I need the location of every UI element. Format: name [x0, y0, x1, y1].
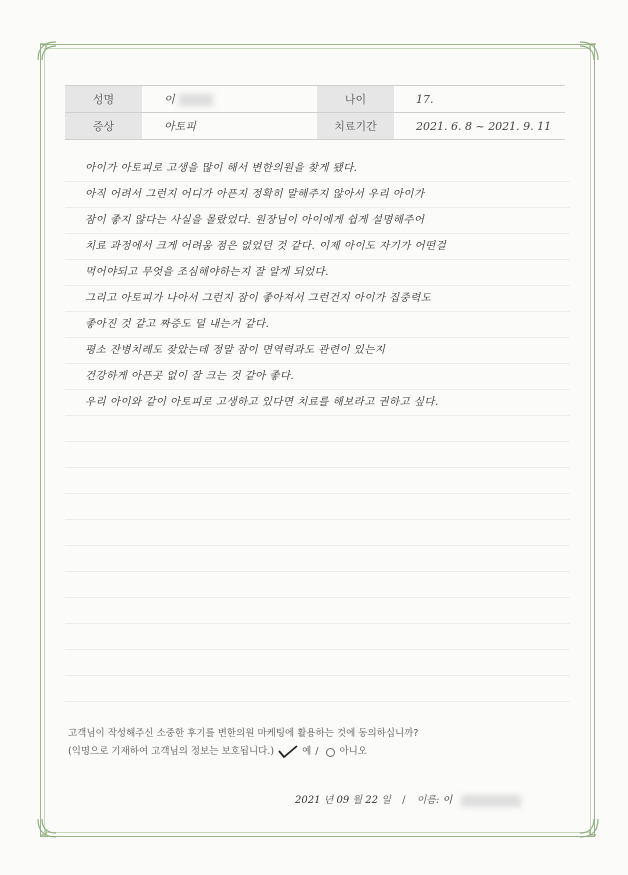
- review-line: [65, 650, 570, 676]
- sign-name-label: 이름:: [416, 795, 440, 806]
- name-redaction: [179, 94, 213, 106]
- corner-ornament-icon: [578, 40, 600, 62]
- review-line: [65, 182, 570, 208]
- consent-question: 고객님이 작성해주신 소중한 후기를 변한의원 마케팅에 활용하는 것에 동의하십니까?: [68, 728, 419, 739]
- consent-section: [68, 725, 418, 761]
- review-line: [65, 390, 570, 416]
- symptom-value: 아토피: [142, 113, 317, 140]
- name-value: [142, 86, 317, 113]
- day-unit: 일: [381, 795, 391, 806]
- review-line: [65, 598, 570, 624]
- review-line-text: 잠이 좋지 않다는 사실을 몰랐었다. 원장님이 아이에게 쉽게 설명해주어: [85, 214, 425, 226]
- treatment-period-label: 치료기간: [317, 113, 394, 140]
- review-line-text: 건강하게 아픈곳 없이 잘 크는 것 같아 좋다.: [85, 370, 295, 382]
- corner-ornament-icon: [578, 817, 600, 839]
- review-line: [65, 312, 570, 338]
- age-label: 나이: [317, 86, 394, 113]
- review-line: [65, 364, 570, 390]
- corner-ornament-icon: [36, 817, 58, 839]
- name-label: 성명: [65, 86, 142, 113]
- review-line: [65, 624, 570, 650]
- symptom-label: 증상: [65, 113, 142, 140]
- review-line-text: 아이가 아토피로 고생을 많이 해서 변한의원을 찾게 됐다.: [85, 162, 358, 174]
- review-line: [65, 546, 570, 572]
- corner-ornament-icon: [36, 40, 58, 62]
- review-line: [65, 442, 570, 468]
- review-line-text: 평소 잔병치레도 잦았는데 정말 잠이 면역력과도 관련이 있는지: [85, 344, 386, 356]
- signature-redaction: [461, 795, 521, 807]
- name-text: 이: [164, 93, 175, 106]
- sign-month: 09: [336, 795, 350, 806]
- review-line-text: 먹어야되고 무엇을 조심해야하는지 잘 알게 되었다.: [85, 266, 329, 278]
- review-line-text: 치료 과정에서 크게 어려움 점은 없었던 것 같다. 이제 아이도 자기가 어떤걸: [85, 240, 447, 252]
- signature-line: [295, 791, 521, 807]
- info-row: [65, 113, 565, 140]
- year-unit: 년: [323, 795, 334, 806]
- review-line: [65, 338, 570, 364]
- review-line: [65, 286, 570, 312]
- review-line: [65, 676, 570, 702]
- checkmark-icon[interactable]: [278, 745, 298, 759]
- consent-options: [68, 743, 418, 761]
- sign-name-value: 이: [442, 795, 453, 806]
- treatment-period-value: 2021. 6. 8 ~ 2021. 9. 11: [394, 113, 565, 140]
- review-line: [65, 156, 570, 182]
- review-line: [65, 416, 570, 442]
- sign-day: 22: [365, 795, 379, 806]
- review-line: [65, 520, 570, 546]
- sign-year: 2021: [295, 795, 321, 806]
- consent-note: (익명으로 기재하여 고객님의 정보는 보호됩니다.): [68, 746, 275, 757]
- review-line-text: 아직 어려서 그런지 어디가 아픈지 정확히 말해주지 않아서 우리 아이가: [85, 188, 425, 200]
- age-value: 17.: [394, 86, 565, 113]
- review-line: [65, 260, 570, 286]
- review-line-text: 좋아진 것 같고 짜증도 덜 내는거 같다.: [85, 318, 270, 330]
- review-line: [65, 572, 570, 598]
- review-line: [65, 468, 570, 494]
- consent-yes-label[interactable]: 예: [302, 746, 312, 757]
- consent-no-label[interactable]: 아니오: [339, 746, 367, 757]
- review-line-text: 그리고 아토피가 나아서 그런지 잠이 좋아져서 그런건지 아이가 집중력도: [85, 292, 432, 304]
- review-line: [65, 208, 570, 234]
- separator: /: [402, 795, 406, 806]
- review-line-text: 우리 아이와 같이 아토피로 고생하고 있다면 치료를 해보라고 권하고 싶다.: [85, 396, 439, 408]
- info-row: [65, 86, 565, 113]
- review-line: [65, 494, 570, 520]
- patient-info-table: [65, 85, 565, 140]
- radio-no-icon[interactable]: [326, 748, 335, 757]
- month-unit: 월: [352, 795, 363, 806]
- separator: /: [315, 746, 319, 757]
- review-body: [65, 156, 570, 702]
- review-line: [65, 234, 570, 260]
